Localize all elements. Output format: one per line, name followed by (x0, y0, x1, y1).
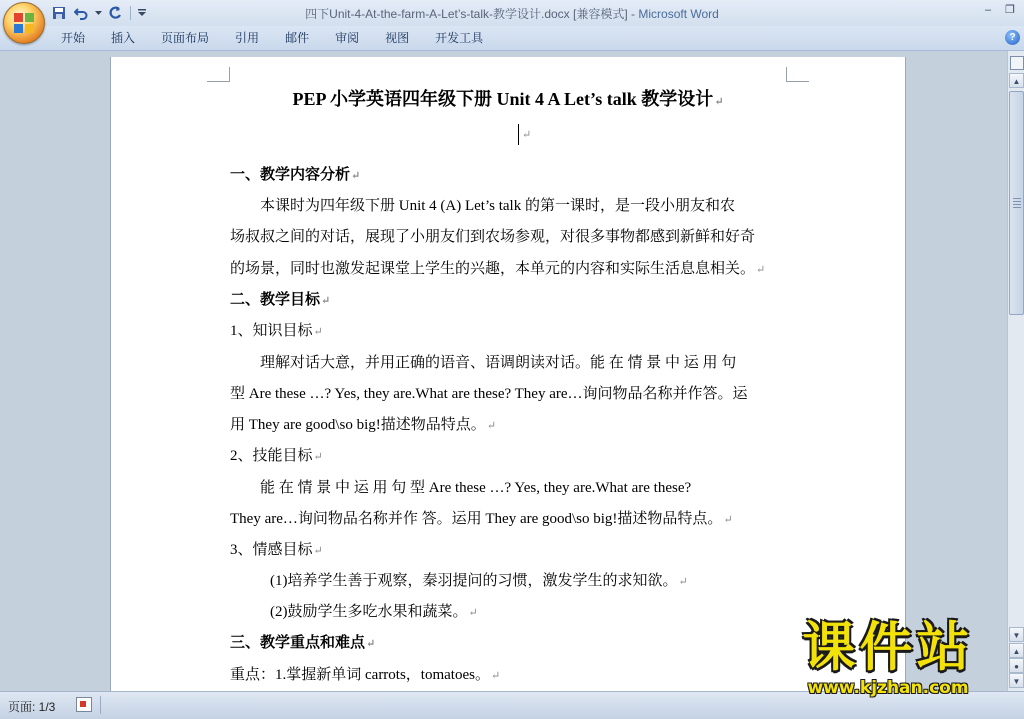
section-heading: 一、教学内容分析↵ (230, 167, 361, 183)
empty-paragraph-mark: ↵ (522, 129, 532, 141)
vertical-scrollbar[interactable] (1007, 51, 1024, 691)
tab-view[interactable]: 视图 (385, 31, 410, 45)
previous-page-icon[interactable]: ▲ (1009, 643, 1024, 658)
paragraph-line: 场叔叔之间的对话，展现了小朋友们到农场参观，对很多事物都感到新鲜和好奇 (230, 229, 756, 245)
scrollbar-thumb[interactable] (1009, 91, 1024, 315)
compat-mode-label: [兼容模式] (573, 7, 628, 21)
macro-record-icon[interactable] (76, 697, 92, 712)
tab-insert[interactable]: 插入 (111, 31, 136, 45)
paragraph-line: 本课时为四年级下册 Unit 4 (A) Let’s talk 的第一课时，是一段小朋友和农 (260, 198, 735, 214)
document-workspace (0, 51, 1007, 691)
document-filename: 四下Unit-4-At-the-farm-A-Let’s-talk-教学设计.docx (305, 7, 570, 21)
office-button[interactable] (3, 2, 45, 44)
tab-page-layout[interactable]: 页面布局 (161, 31, 210, 45)
subsection-heading: 2、技能目标↵ (230, 448, 323, 464)
select-browse-object-icon[interactable]: ● (1009, 658, 1024, 673)
watermark-url: www.kjzhan.com (807, 678, 969, 698)
paragraph-line: 的场景，同时也激发起课堂上学生的兴趣，本单元的内容和实际生活息息相关。↵ (230, 261, 766, 277)
help-icon[interactable]: ? (1005, 30, 1020, 45)
subsection-heading: 1、知识目标↵ (230, 323, 323, 339)
title-bar (0, 0, 1024, 26)
view-ruler-icon[interactable] (1010, 56, 1024, 70)
list-item: (1)培养学生善于观察，秦羽提问的习惯，激发学生的求知欲。↵ (270, 573, 688, 589)
scroll-down-icon[interactable]: ▼ (1009, 627, 1024, 642)
status-separator (100, 696, 101, 714)
scroll-up-icon[interactable]: ▲ (1009, 73, 1024, 88)
section-heading: 二、教学目标↵ (230, 292, 331, 308)
ribbon-tab-bar (0, 26, 1024, 51)
next-page-icon[interactable]: ▼ (1009, 673, 1024, 688)
document-title: PEP 小学英语四年级下册 Unit 4 A Let’s talk 教学设计↵ (292, 89, 724, 109)
tab-review[interactable]: 审阅 (335, 31, 360, 45)
paragraph-line: 型 Are these …? Yes, they are.What are these? They are…询问物品名称并作答。运 (230, 386, 748, 402)
section-heading: 三、教学重点和难点↵ (230, 635, 376, 651)
crop-mark-top-left (207, 67, 230, 82)
app-name: Microsoft Word (638, 7, 719, 21)
tab-mailings[interactable]: 邮件 (285, 31, 310, 45)
office-logo-icon (13, 12, 35, 34)
minimize-button[interactable]: – (984, 4, 992, 16)
title-separator: - (627, 7, 639, 21)
watermark-logo (772, 617, 1004, 697)
tab-references[interactable]: 引用 (235, 31, 260, 45)
paragraph-line: 重点：1.掌握新单词 carrots，tomatoes。↵ (230, 667, 501, 683)
restore-button[interactable]: ❐ (1005, 4, 1015, 16)
text-cursor (518, 124, 519, 145)
list-item: (2)鼓励学生多吃水果和蔬菜。↵ (270, 604, 478, 620)
paragraph-line: 能 在 情 景 中 运 用 句 型 Are these …? Yes, they are.What are these? (260, 480, 692, 496)
tab-home[interactable]: 开始 (61, 31, 86, 45)
tab-developer[interactable]: 开发工具 (435, 31, 484, 45)
crop-mark-top-right (786, 67, 809, 82)
subsection-heading: 3、情感目标↵ (230, 542, 323, 558)
paragraph-line: 理解对话大意，并用正确的语音、语调朗读对话。能 在 情 景 中 运 用 句 (260, 355, 737, 371)
paragraph-line: They are…询问物品名称并作 答。运用 They are good\so big!描述物品特点。↵ (230, 511, 733, 527)
paragraph-line: 用 They are good\so big!描述物品特点。↵ (230, 417, 497, 433)
page-count-status[interactable]: 页面: 1/3 (8, 700, 56, 714)
document-page[interactable] (110, 57, 906, 691)
ribbon-tabs (48, 26, 496, 50)
watermark-title: 课件站 (802, 617, 974, 678)
window-controls (978, 2, 1020, 18)
window-title (0, 5, 1024, 22)
